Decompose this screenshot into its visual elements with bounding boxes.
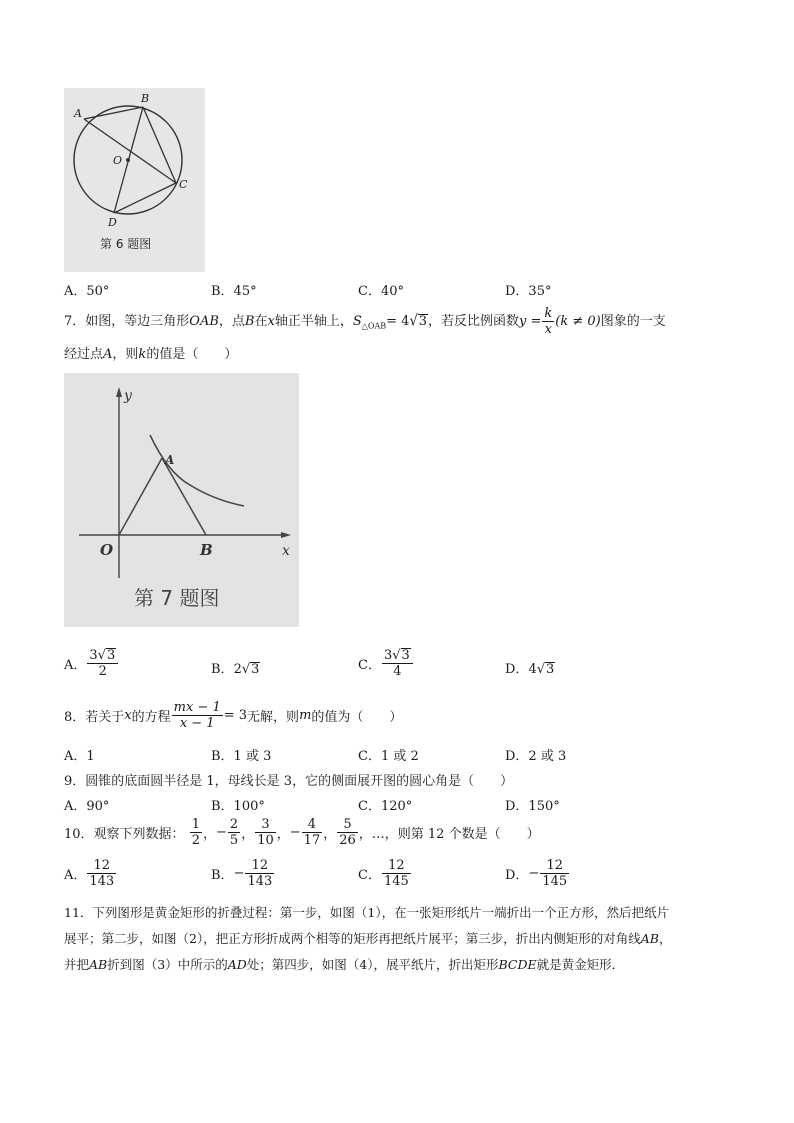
root: 3 (401, 648, 410, 663)
q10-fraction (302, 817, 323, 848)
q7-text: ，则 (112, 347, 139, 362)
q6-option-c: C．40° (358, 284, 404, 299)
label-A: A (165, 453, 175, 467)
label-D: D (108, 216, 117, 229)
q8-option-a: A．1 (64, 749, 95, 764)
frac-den: 26 (339, 833, 356, 848)
frac-den: 2 (98, 664, 107, 679)
q7-stem-line2 (64, 343, 237, 362)
sqrt-symbol: √ (409, 312, 418, 331)
sqrt-symbol: √ (392, 648, 401, 663)
option-label: D． (505, 662, 529, 677)
q7-text: ，若反比例函数 (428, 314, 520, 329)
q7-option-b (211, 658, 260, 677)
option-fraction (382, 858, 411, 889)
figure-q7 (64, 373, 299, 627)
q11-line3 (64, 955, 624, 973)
q10-option-b (211, 858, 275, 889)
label-O: O (100, 541, 114, 559)
option-sign: − (233, 866, 245, 881)
root: 3 (106, 648, 116, 663)
q7-func: y = (519, 314, 542, 329)
q7-text: ，点 (218, 314, 245, 329)
q8-text: 若关于 (85, 710, 125, 725)
q6-option-b: B．45° (211, 284, 257, 299)
label-C: C (179, 178, 188, 191)
sqrt-symbol: √ (97, 648, 106, 663)
frac-num (87, 648, 118, 664)
q7-area-root: 3 (418, 314, 428, 329)
frac-num: k (544, 306, 553, 321)
option-label: C． (358, 868, 381, 883)
q7-a-fraction (87, 648, 118, 679)
q9-option-c: C．120° (358, 799, 413, 814)
q9-option-b: B．100° (211, 799, 265, 814)
q11-text: 展平；第二步，如图（2），把正方形折成两个相等的矩形再把纸片展平；第三步，折出内侧矩形的对角线 (64, 931, 641, 946)
figure-caption: 第 7 题图 (134, 586, 220, 610)
label-O: O (113, 154, 123, 167)
q7-text: 如图，等边三角形 (85, 314, 190, 329)
q10-sep: ， (323, 827, 337, 842)
figure-q6 (64, 88, 205, 272)
q8-number: 8． (64, 710, 86, 725)
q7-text: 轴正半轴上， (274, 314, 353, 329)
option-sign: − (528, 866, 540, 881)
q7-option-a (64, 648, 119, 679)
frac-den: 4 (393, 664, 402, 679)
frac-num: 12 (87, 858, 116, 874)
frac-num: 2 (229, 817, 239, 832)
q8-var: x (124, 708, 132, 723)
q11-var: AB (89, 957, 108, 972)
label-y: y (124, 388, 132, 404)
q7-area-eq: = 4 (386, 314, 410, 329)
frac-den: 145 (542, 874, 568, 889)
label-B: B (200, 541, 213, 559)
q7-var: A (103, 347, 113, 362)
q11-text: 折到图（3）中所示的 (107, 957, 228, 972)
option-label: B． (211, 662, 234, 677)
q7-var: k (138, 347, 147, 362)
figure-caption: 第 6 题图 (100, 237, 152, 251)
q7-condition: (k ≠ 0) (555, 314, 601, 329)
q7-c-fraction (382, 648, 413, 679)
q10-fraction (228, 817, 240, 848)
q8-option-c: C．1 或 2 (358, 749, 419, 764)
coef: 3 (383, 648, 393, 663)
q7-text: 在 (254, 314, 268, 329)
q8-option-d: D．2 或 3 (505, 749, 567, 764)
q10-fraction (190, 817, 202, 848)
q7-var: x (267, 314, 275, 329)
q10-sep: ， (202, 827, 216, 842)
q7-area-subscript: △OAB (361, 321, 387, 331)
option-label: A． (64, 868, 87, 883)
frac-num: 3 (255, 817, 276, 833)
q10-number: 10． (64, 827, 94, 842)
label-A: A (74, 107, 82, 120)
q11-text: ， (658, 931, 672, 946)
q11-var: AD (227, 957, 247, 972)
q7-var: OAB (189, 314, 219, 329)
frac-num (382, 648, 413, 664)
coef: 4 (528, 662, 537, 677)
root: 3 (251, 662, 260, 677)
frac-den: x (544, 322, 553, 337)
option-fraction (245, 858, 274, 889)
q10-text: ，…，则第 12 个数是（ ） (358, 827, 540, 842)
option-fraction (540, 858, 569, 889)
root: 3 (546, 662, 555, 677)
frac-num: 12 (540, 858, 569, 874)
frac-num: 5 (337, 817, 358, 833)
q8-text: 的值为（ ） (311, 710, 403, 725)
q6-option-a: A．50° (64, 284, 110, 299)
q7-text: 图象的一支 (600, 314, 666, 329)
q10-stem (64, 817, 540, 848)
q7-option-d (505, 658, 555, 677)
q8-var: m (299, 708, 312, 723)
frac-den: 5 (229, 833, 239, 848)
q11-line1: 11．下列图形是黄金矩形的折叠过程：第一步，如图（1），在一张矩形纸片一端折出一个正方形，然后把纸片 (64, 905, 670, 920)
frac-num: 4 (302, 817, 323, 833)
q11-text: 处；第四步，如图（4），展平纸片，折出矩形 (246, 957, 499, 972)
q7-fraction (542, 306, 554, 337)
q9-stem: 9．圆锥的底面圆半径是 1，母线长是 3，它的侧面展开图的圆心角是（ ） (64, 774, 514, 789)
q11-var: BCDE (498, 957, 537, 972)
q10-fraction (255, 817, 276, 848)
frac-num: mx − 1 (173, 700, 221, 715)
coef: 2 (233, 662, 242, 677)
frac-den: 143 (247, 874, 273, 889)
q8-stem (64, 700, 402, 731)
frac-num: 1 (191, 817, 200, 832)
q8-fraction (172, 700, 223, 731)
q7-area-symbol: S (352, 314, 362, 329)
q7-var: B (244, 314, 255, 329)
q7-number: 7． (64, 314, 86, 329)
q10-sep: ， (276, 827, 290, 842)
q8-eq: = 3 (223, 708, 248, 723)
option-label: D． (505, 868, 529, 883)
inverse-function-diagram (64, 373, 299, 627)
q11-text: 并把 (64, 957, 90, 972)
q10-text: 观察下列数据： (93, 827, 185, 842)
frac-den: x − 1 (179, 716, 215, 731)
option-label: A． (64, 658, 87, 673)
option-label: C． (358, 658, 381, 673)
q8-text: 无解，则 (247, 710, 300, 725)
q11-text: 就是黄金矩形． (536, 957, 625, 972)
frac-den: 143 (89, 874, 115, 889)
sqrt-symbol: √ (536, 662, 546, 677)
q10-option-d (505, 858, 570, 889)
circle-diagram (64, 88, 205, 272)
q6-option-d: D．35° (505, 284, 552, 299)
q11-var: AB (640, 931, 659, 946)
q10-sign: − (289, 825, 301, 840)
q11-line2 (64, 929, 671, 947)
q7-option-c (358, 648, 414, 679)
q7-text: 经过点 (64, 347, 104, 362)
q10-sep: ， (241, 827, 255, 842)
q9-option-a: A．90° (64, 799, 110, 814)
q10-sign: − (216, 825, 227, 840)
q8-option-b: B．1 或 3 (211, 749, 272, 764)
option-fraction (87, 858, 116, 889)
frac-num: 12 (245, 858, 274, 874)
q7-text: 的值是（ ） (146, 347, 238, 362)
frac-den: 2 (191, 833, 200, 848)
q10-fraction (337, 817, 358, 848)
label-B: B (141, 92, 150, 105)
coef: 3 (89, 648, 98, 663)
frac-num: 12 (382, 858, 411, 874)
q9-option-d: D．150° (505, 799, 560, 814)
q7-stem-line1 (64, 306, 666, 342)
sqrt-symbol: √ (241, 662, 251, 677)
option-label: B． (211, 868, 234, 883)
q10-option-a (64, 858, 117, 889)
q8-text: 的方程 (131, 710, 171, 725)
q10-option-c (358, 858, 412, 889)
frac-den: 10 (257, 833, 274, 848)
frac-den: 17 (303, 833, 321, 848)
label-x: x (282, 543, 290, 559)
frac-den: 145 (383, 874, 409, 889)
